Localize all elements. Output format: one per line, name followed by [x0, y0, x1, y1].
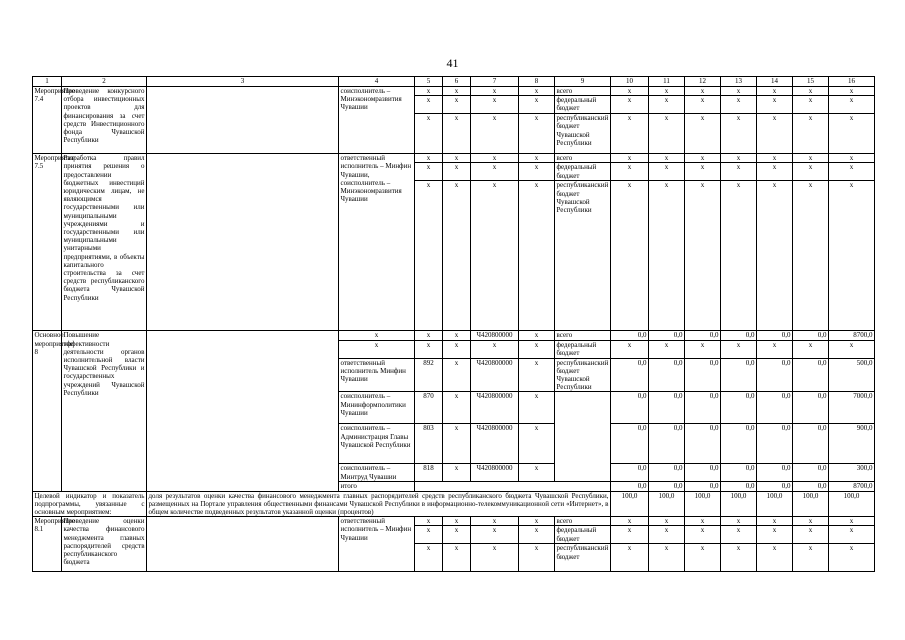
x-mark: х: [829, 517, 875, 526]
indicator-label: Целевой индикатор и показатель подпрограммы, увязанные с основным мероприятием:: [34, 491, 145, 517]
x-mark: х: [611, 154, 649, 163]
amount: 900,0: [829, 424, 875, 464]
x-mark: х: [471, 114, 519, 154]
page-number: 41: [446, 56, 459, 70]
funding-source: федеральный бюджет: [555, 96, 611, 114]
funding-source: всего: [555, 331, 611, 340]
x-mark: х: [721, 340, 757, 358]
table-row: [33, 77, 875, 87]
x-mark: х: [649, 181, 685, 331]
x-mark: х: [519, 163, 555, 181]
csr-code: Ч420800000: [471, 424, 519, 464]
grbs-code: 803: [415, 424, 443, 464]
amount: 7000,0: [829, 392, 875, 424]
measure-name: Разработка правил принятия решения о предоставлении бюджетных инвестиций юридическим лицам, не являющимся государственными или муниципальными учреждениями и государственными или муниципальными унитарными предприятиями, в объекты капитального строительства за счет средств республиканского бюджета Чувашской Республики: [62, 154, 147, 331]
column-header: 7: [471, 77, 519, 87]
x-mark: х: [443, 96, 471, 114]
x-mark: х: [611, 526, 649, 544]
empty-cell: [147, 331, 339, 491]
x-mark: х: [339, 340, 415, 358]
empty-cell: [415, 482, 611, 491]
amount: 0,0: [611, 392, 649, 424]
x-mark: х: [611, 114, 649, 154]
x-mark: х: [757, 154, 793, 163]
x-mark: х: [721, 154, 757, 163]
x-mark: х: [415, 163, 443, 181]
amount: 8700,0: [829, 331, 875, 340]
x-mark: х: [793, 181, 829, 331]
x-mark: х: [757, 114, 793, 154]
x-mark: х: [519, 358, 555, 392]
amount: 8700,0: [829, 482, 875, 491]
x-mark: х: [829, 340, 875, 358]
x-mark: х: [649, 163, 685, 181]
x-mark: х: [685, 340, 721, 358]
table-row: [33, 87, 875, 96]
measure-name: Повышение эффективности деятельности органов исполнительной власти Чувашской Республики и государственных учреждений Чувашской Республики: [62, 331, 147, 491]
grbs-code: 818: [415, 464, 443, 482]
amount: 0,0: [649, 482, 685, 491]
x-mark: х: [721, 544, 757, 572]
executor: соисполнитель – Администрация Главы Чувашской Республики: [339, 424, 415, 464]
x-mark: х: [443, 340, 471, 358]
amount: 0,0: [721, 392, 757, 424]
x-mark: х: [721, 163, 757, 181]
amount: 0,0: [649, 331, 685, 340]
funding-source: всего: [555, 154, 611, 163]
x-mark: х: [685, 87, 721, 96]
x-mark: х: [829, 181, 875, 331]
x-mark: х: [793, 163, 829, 181]
funding-source: федеральный бюджет: [555, 340, 611, 358]
measure-name: Проведение оценки качества финансового менеджмента главных распорядителей средств республиканского бюджета: [62, 517, 147, 572]
x-mark: х: [721, 87, 757, 96]
amount: 0,0: [649, 464, 685, 482]
x-mark: х: [415, 526, 443, 544]
amount: 0,0: [611, 482, 649, 491]
amount: 0,0: [721, 424, 757, 464]
amount: 0,0: [649, 392, 685, 424]
responsible-executor: ответственный исполнитель – Минфин Чувашии, соисполнитель – Минэкономразвития Чувашии: [339, 154, 415, 331]
column-header: 8: [519, 77, 555, 87]
x-mark: х: [685, 154, 721, 163]
column-header: 16: [829, 77, 875, 87]
x-mark: х: [471, 526, 519, 544]
executor: соисполнитель – Мининформполитики Чувашии: [339, 392, 415, 424]
measure-code: Основное мероприятие 8: [33, 331, 62, 491]
x-mark: х: [611, 181, 649, 331]
column-header: 13: [721, 77, 757, 87]
x-mark: х: [685, 517, 721, 526]
amount: 0,0: [757, 464, 793, 482]
measure-name: Проведение конкурсного отбора инвестиционных проектов для финансирования за счет средств Инвестиционного фонда Чувашской Республики: [62, 87, 147, 154]
amount: 0,0: [649, 424, 685, 464]
x-mark: х: [415, 181, 443, 331]
x-mark: х: [685, 526, 721, 544]
x-mark: х: [519, 517, 555, 526]
executor: соисполнитель – Минтруд Чувашии: [339, 464, 415, 482]
x-mark: х: [415, 331, 443, 340]
indicator-value: 100,0: [685, 491, 721, 517]
x-mark: х: [443, 181, 471, 331]
x-mark: х: [443, 526, 471, 544]
amount: 0,0: [721, 358, 757, 392]
amount: 0,0: [793, 331, 829, 340]
amount: 300,0: [829, 464, 875, 482]
column-header: 5: [415, 77, 443, 87]
x-mark: х: [443, 544, 471, 572]
x-mark: х: [415, 544, 443, 572]
x-mark: х: [829, 96, 875, 114]
executor: ответственный исполнитель Минфин Чувашии: [339, 358, 415, 392]
x-mark: х: [443, 358, 471, 392]
amount: 0,0: [721, 464, 757, 482]
indicator-value: 100,0: [611, 491, 649, 517]
amount: 0,0: [611, 424, 649, 464]
empty-cell: [147, 154, 339, 331]
x-mark: х: [757, 87, 793, 96]
x-mark: х: [685, 163, 721, 181]
amount: 0,0: [685, 482, 721, 491]
x-mark: х: [611, 96, 649, 114]
x-mark: х: [471, 87, 519, 96]
amount: 0,0: [611, 464, 649, 482]
x-mark: х: [757, 544, 793, 572]
x-mark: х: [415, 517, 443, 526]
amount: 0,0: [685, 392, 721, 424]
x-mark: х: [829, 544, 875, 572]
x-mark: х: [829, 526, 875, 544]
x-mark: х: [793, 544, 829, 572]
x-mark: х: [757, 517, 793, 526]
indicator-value: 100,0: [721, 491, 757, 517]
x-mark: х: [519, 331, 555, 340]
amount: 0,0: [611, 331, 649, 340]
x-mark: х: [471, 340, 519, 358]
x-mark: х: [519, 424, 555, 464]
x-mark: х: [415, 114, 443, 154]
x-mark: х: [415, 340, 443, 358]
x-mark: х: [685, 114, 721, 154]
column-header: 14: [757, 77, 793, 87]
indicator-value: 100,0: [649, 491, 685, 517]
measure-code: Мероприятие 7.5: [33, 154, 62, 331]
x-mark: х: [757, 181, 793, 331]
column-header: 11: [649, 77, 685, 87]
x-mark: х: [793, 154, 829, 163]
x-mark: х: [611, 340, 649, 358]
empty-cell: [555, 392, 611, 482]
x-mark: х: [611, 163, 649, 181]
empty-cell: [147, 517, 339, 572]
table-row: [33, 517, 875, 526]
column-header: 6: [443, 77, 471, 87]
measure-code: Мероприятие 7.4: [33, 87, 62, 154]
x-mark: х: [519, 114, 555, 154]
x-mark: х: [471, 517, 519, 526]
column-header: 4: [339, 77, 415, 87]
x-mark: х: [443, 464, 471, 482]
amount: 0,0: [757, 424, 793, 464]
column-header: 10: [611, 77, 649, 87]
x-mark: х: [471, 154, 519, 163]
csr-code: Ч420800000: [471, 331, 519, 340]
x-mark: х: [519, 340, 555, 358]
x-mark: х: [611, 544, 649, 572]
empty-cell: [147, 87, 339, 154]
indicator-value: 100,0: [757, 491, 793, 517]
x-mark: х: [415, 96, 443, 114]
x-mark: х: [649, 544, 685, 572]
funding-source: всего: [555, 517, 611, 526]
x-mark: х: [829, 154, 875, 163]
x-mark: х: [519, 96, 555, 114]
x-mark: х: [793, 87, 829, 96]
funding-source: федеральный бюджет: [555, 526, 611, 544]
csr-code: Ч420800000: [471, 392, 519, 424]
amount: 0,0: [757, 482, 793, 491]
program-table: [32, 76, 875, 572]
x-mark: х: [721, 181, 757, 331]
amount: 0,0: [649, 358, 685, 392]
amount: 0,0: [721, 331, 757, 340]
x-mark: х: [519, 544, 555, 572]
amount: 0,0: [757, 331, 793, 340]
x-mark: х: [519, 87, 555, 96]
amount: 0,0: [793, 358, 829, 392]
x-mark: х: [471, 96, 519, 114]
grbs-code: 870: [415, 392, 443, 424]
amount: 0,0: [793, 424, 829, 464]
x-mark: х: [443, 331, 471, 340]
amount: 0,0: [793, 392, 829, 424]
amount: 0,0: [793, 482, 829, 491]
table-row: [33, 491, 875, 517]
amount: 0,0: [685, 464, 721, 482]
funding-source: федеральный бюджет: [555, 163, 611, 181]
table-row: [33, 331, 875, 340]
x-mark: х: [415, 154, 443, 163]
x-mark: х: [649, 96, 685, 114]
x-mark: х: [649, 87, 685, 96]
total-label: итого: [339, 482, 415, 491]
x-mark: х: [757, 340, 793, 358]
x-mark: х: [611, 87, 649, 96]
x-mark: х: [757, 526, 793, 544]
x-mark: х: [339, 331, 415, 340]
x-mark: х: [649, 340, 685, 358]
x-mark: х: [471, 544, 519, 572]
funding-source: республиканский бюджет Чувашской Республики: [555, 181, 611, 331]
x-mark: х: [721, 517, 757, 526]
column-header: 12: [685, 77, 721, 87]
amount: 0,0: [685, 358, 721, 392]
amount: 0,0: [793, 464, 829, 482]
x-mark: х: [685, 181, 721, 331]
x-mark: х: [721, 96, 757, 114]
amount: 0,0: [721, 482, 757, 491]
x-mark: х: [443, 87, 471, 96]
x-mark: х: [721, 526, 757, 544]
amount: 0,0: [611, 358, 649, 392]
x-mark: х: [443, 517, 471, 526]
x-mark: х: [649, 114, 685, 154]
indicator-value: 100,0: [793, 491, 829, 517]
indicator-value: 100,0: [829, 491, 875, 517]
x-mark: х: [649, 526, 685, 544]
x-mark: х: [443, 114, 471, 154]
csr-code: Ч420800000: [471, 464, 519, 482]
amount: 0,0: [757, 358, 793, 392]
x-mark: х: [519, 464, 555, 482]
x-mark: х: [721, 114, 757, 154]
x-mark: х: [443, 392, 471, 424]
amount: 0,0: [685, 331, 721, 340]
x-mark: х: [519, 154, 555, 163]
x-mark: х: [829, 163, 875, 181]
x-mark: х: [793, 114, 829, 154]
column-header: 1: [33, 77, 62, 87]
x-mark: х: [611, 517, 649, 526]
csr-code: Ч420800000: [471, 358, 519, 392]
x-mark: х: [793, 526, 829, 544]
column-header: 9: [555, 77, 611, 87]
responsible-executor: соисполнитель – Минэкономразвития Чувашии: [339, 87, 415, 154]
x-mark: х: [757, 163, 793, 181]
x-mark: х: [793, 96, 829, 114]
measure-code: Мероприятие 8.1: [33, 517, 62, 572]
column-header: 15: [793, 77, 829, 87]
x-mark: х: [443, 424, 471, 464]
x-mark: х: [519, 526, 555, 544]
table-row: [33, 154, 875, 163]
funding-source: всего: [555, 87, 611, 96]
indicator-text: доля результатов оценки качества финансового менеджмента главных распорядителей средств республиканского бюджета Чувашской Республики, размещенных на Портале управления общественными финансами Чувашской Республики в информационно-телекоммуникационной сети «Интернет», в общем количестве подведенных результатов указанной оценки (процентов): [148, 491, 609, 517]
x-mark: х: [471, 163, 519, 181]
responsible-executor: ответственный исполнитель – Минфин Чувашии: [339, 517, 415, 572]
x-mark: х: [415, 87, 443, 96]
x-mark: х: [685, 96, 721, 114]
funding-source: республиканский бюджет Чувашской Республики: [555, 114, 611, 154]
x-mark: х: [443, 163, 471, 181]
x-mark: х: [443, 154, 471, 163]
x-mark: х: [519, 392, 555, 424]
x-mark: х: [793, 517, 829, 526]
x-mark: х: [829, 114, 875, 154]
amount: 0,0: [685, 424, 721, 464]
column-header: 2: [62, 77, 147, 87]
x-mark: х: [757, 96, 793, 114]
column-header: 3: [147, 77, 339, 87]
funding-source: республиканский бюджет Чувашской Республики: [555, 358, 611, 392]
x-mark: х: [793, 340, 829, 358]
x-mark: х: [519, 181, 555, 331]
funding-source: республиканский бюджет: [555, 544, 611, 572]
grbs-code: 892: [415, 358, 443, 392]
amount: 0,0: [757, 392, 793, 424]
x-mark: х: [649, 154, 685, 163]
amount: 500,0: [829, 358, 875, 392]
x-mark: х: [685, 544, 721, 572]
x-mark: х: [829, 87, 875, 96]
x-mark: х: [649, 517, 685, 526]
x-mark: х: [471, 181, 519, 331]
